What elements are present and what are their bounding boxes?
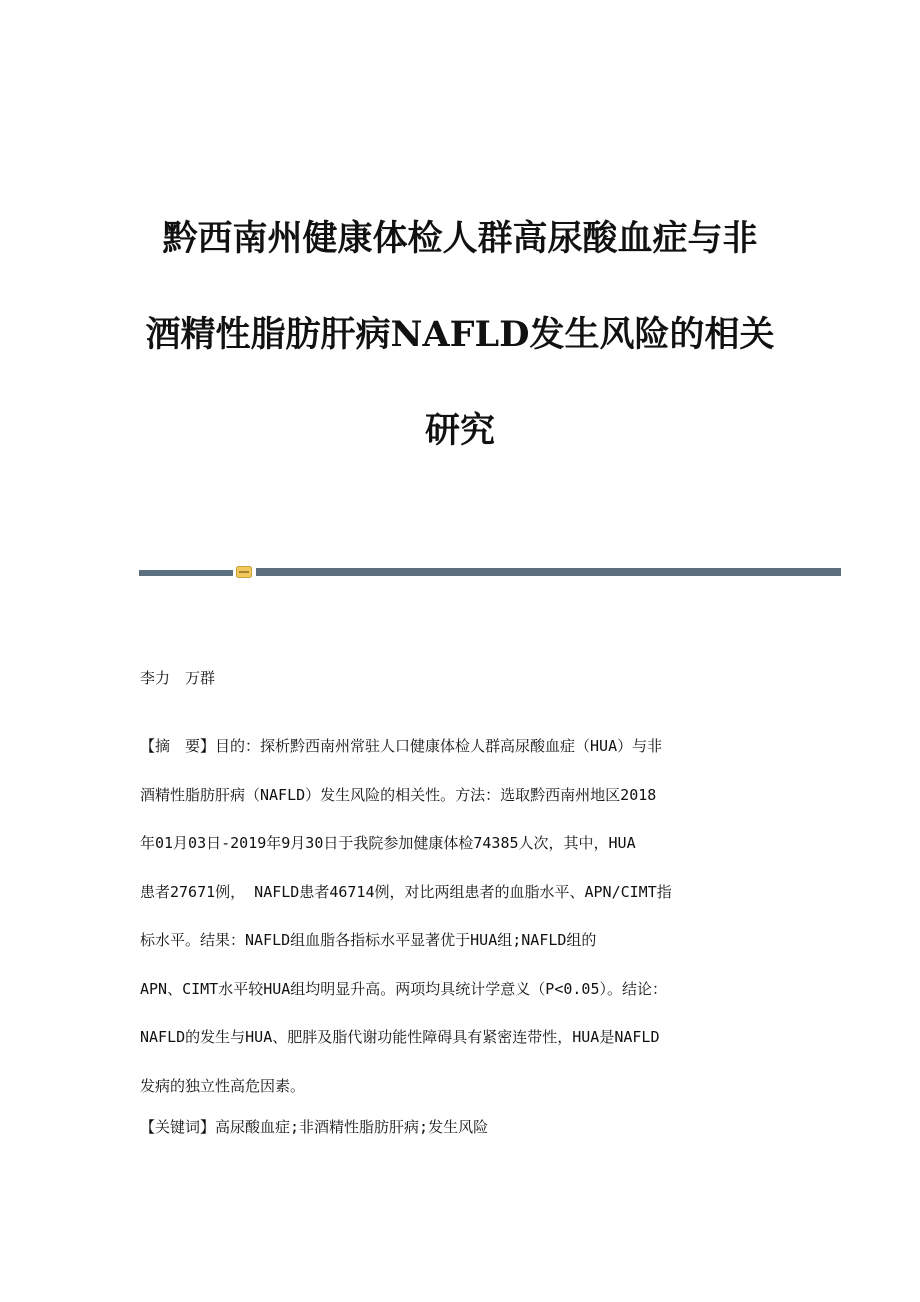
abstract-line: 年01月03日-2019年9月30日于我院参加健康体检74385人次，其中，HUA — [140, 834, 636, 852]
abstract-line: APN、CIMT水平较HUA组均明显升高。两项均具统计学意义（P<0.05）。结论： — [140, 979, 667, 998]
abstract-line: NAFLD的发生与HUA、肥胖及脂代谢功能性障碍具有紧密连带性，HUA是NAFLD — [140, 1028, 660, 1046]
authors: 李力 万群 — [140, 669, 216, 687]
abstract — [140, 722, 800, 1110]
abstract-line: 酒精性脂肪肝病（NAFLD）发生风险的相关性。方法：选取黔西南州地区2018 — [140, 785, 657, 804]
abstract-line: 标水平。结果：NAFLD组血脂各指标水平显著优于HUA组;NAFLD组的 — [140, 931, 597, 949]
divider-right — [256, 568, 841, 576]
abstract-line: 患者27671例， NAFLD患者46714例，对比两组患者的血脂水平、APN/CIMT指 — [140, 882, 672, 901]
title-line-2: 酒精性脂肪肝病NAFLD发生风险的相关 — [145, 314, 775, 355]
abstract-line: 【摘 要】目的：探析黔西南州常驻人口健康体检人群高尿酸血症（HUA）与非 — [140, 737, 663, 755]
divider-left — [139, 570, 233, 576]
keywords: 【关键词】高尿酸血症;非酒精性脂肪肝病;发生风险 — [140, 1118, 489, 1136]
abstract-line: 发病的独立性高危因素。 — [140, 1076, 306, 1095]
title-line-3: 研究 — [424, 410, 495, 451]
title-line-1: 黔西南州健康体检人群高尿酸血症与非 — [162, 218, 758, 259]
divider-mark-icon — [236, 566, 252, 578]
